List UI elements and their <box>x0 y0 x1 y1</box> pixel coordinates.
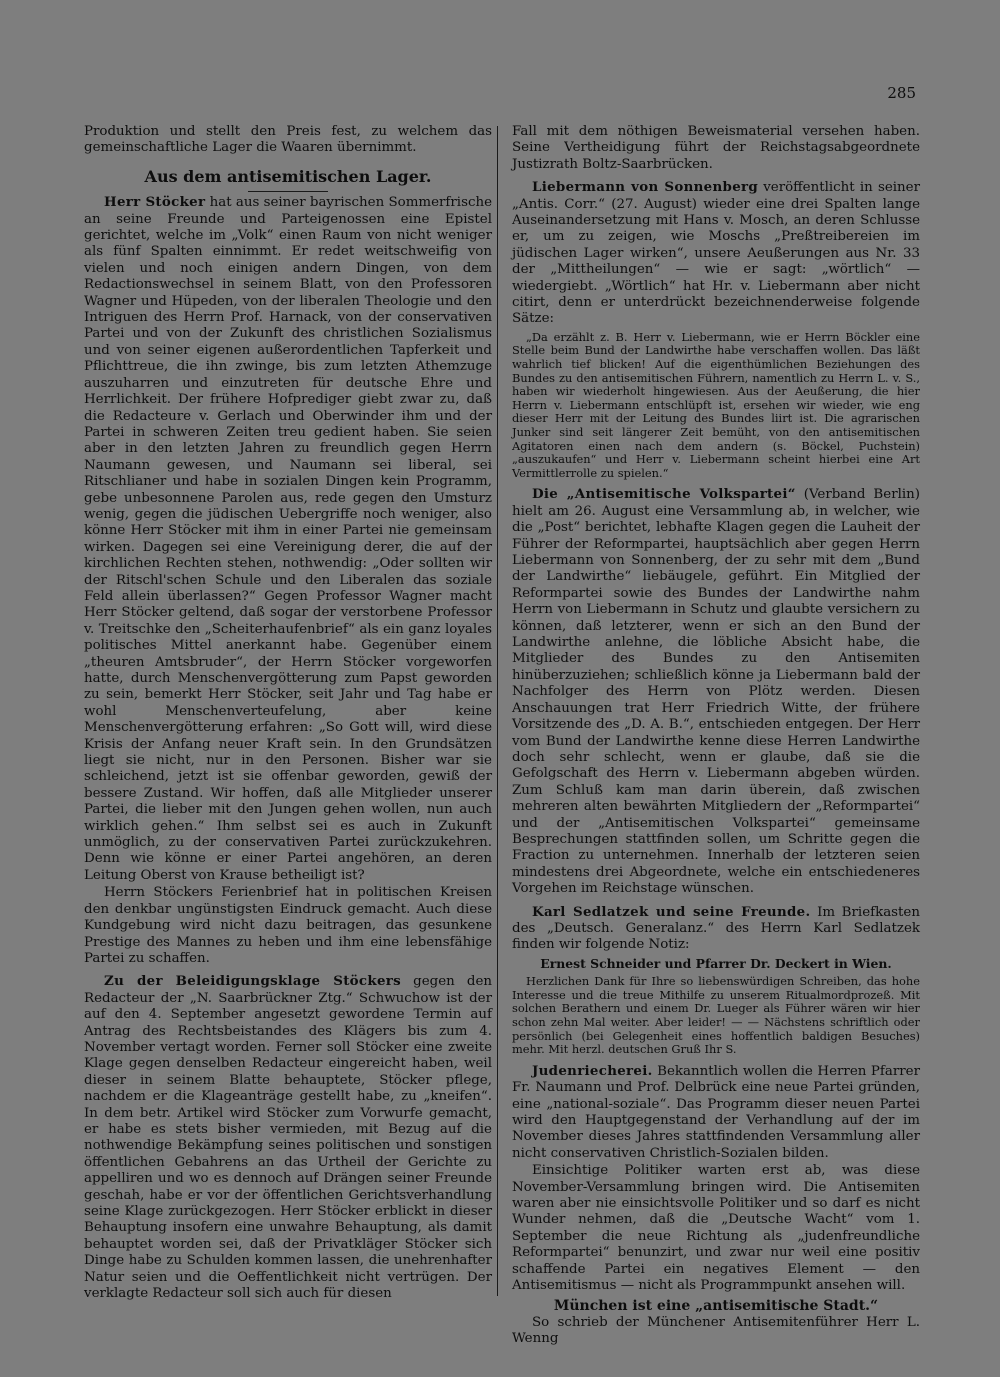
stoecker-lead: Herr Stöcker <box>104 194 206 211</box>
continuation-paragraph: Fall mit dem nöthigen Beweismaterial versehen haben. Seine Vertheidigung führt der Reichstagsabgeordnete Justizrath Boltz-Saarbrücken. <box>512 124 920 172</box>
beleidigung-paragraph <box>84 973 492 1302</box>
liebermann-quote: „Da erzählt z. B. Herr v. Liebermann, wie er Herrn Böckler eine Stelle beim Bund der Landwirthe habe verschaffen wollen. Das läßt wahrlich tief blicken! Auf die eigenthümlichen Beziehungen des Bundes zu den antisemitischen Führern, namentlich zu Herrn L. v. S., haben wir wiederholt hingewiesen. Aus der Aeußerung, die hier Herrn v. Liebermann entschlüpft ist, ersehen wir wieder, wie eng dieser Herr mit der Leitung des Bundes liirt ist. Die agrarischen Junker sind seit längerer Zeit bemüht, von den antisemitischen Agitatoren einen nach dem andern (s. Böckel, Puchstein) „auszukaufen“ und Herr v. Liebermann scheint hierbei eine Art Vermittlerrolle zu spielen.“ <box>512 329 920 480</box>
judenriecherei-paragraph <box>512 1063 920 1162</box>
sedlatzek-lead: Karl Sedlatzek und seine Freunde. <box>532 903 811 920</box>
page-number: 285 <box>887 84 916 102</box>
sedlatzek-quote: Herzlichen Dank für Ihre so liebenswürdigen Schreiben, das hohe Interesse und die treue Mithilfe zu unserem Ritualmordprozeß. Mit solchen Berathern und einem Dr. Lueger als Führer wären wir hier schon zehn Mal weiter. Aber leider! — — Nächstens schriftlich oder persönlich (bei Gelegenheit eines hoffentlich baldigen Besuches) mehr. Mit herzl. deutschen Gruß Ihr S. <box>512 974 920 1057</box>
judenriecherei-body: Bekanntlich wollen die Herren Pfarrer Fr. Naumann und Prof. Delbrück eine neue Partei gründen, eine „national-soziale“. Das Programm dieser neuen Partei wird den Hauptgegenstand der Verhandlung auf der im November dieses Jahres stattfindenden Versammlung aller nicht conservativen Christlich-Sozialen bilden. <box>512 1063 920 1161</box>
liebermann-body: veröffentlicht in seiner „Antis. Corr.“ (27. August) wieder eine drei Spalten lange Auseinandersetzung mit Hans v. Mosch, an deren Schlusse er, um zu zeigen, wie Moschs „Preßtreibereien im jüdischen Lager wirken“, unsere Aeußerungen aus Nr. 33 der „Mittheilungen“ — wie er sagt: „wörtlich“ — wiedergiebt. „Wörtlich“ hat Hr. v. Liebermann aber nicht citirt, denn er unterdrückt bezeichnenderweise folgende Sätze: <box>512 180 920 327</box>
column-divider <box>497 126 498 1296</box>
section-heading-rule <box>248 191 328 192</box>
sedlatzek-letter-head: Ernest Schneider und Pfarrer Dr. Deckert in Wien. <box>540 955 892 971</box>
liebermann-paragraph <box>512 179 920 328</box>
left-column <box>84 124 492 1302</box>
judenriecherei-lead: Judenriecherei. <box>532 1062 653 1079</box>
beleidigung-body: gegen den Redacteur der „N. Saarbrückner Ztg.“ Schwuchow ist der auf den 4. September angesetzt gewordene Termin auf Antrag des Rechtsbeistandes des Klägers bis zum 4. November vertagt worden. Ferner soll Stöcker eine zweite Klage gegen denselben Redacteur eingereicht haben, weil dieser in seinem Blatte behauptete, Stöcker pflege, nachdem er die Klageanträge gestellt habe, zu „kneifen“. In dem betr. Artikel wird Stöcker zum Vorwurfe gemacht, er habe es stets bisher vermieden, mit Bezug auf die nothwendige Bekämpfung seines politischen und sonstigen öffentlichen Gebahrens an das Urtheil der Gerichte zu appelliren und wo es dennoch auf Drängen seiner Freunde geschah, habe er vor der öffentlichen Gerichtsverhandlung seine Klage zurückgezogen. Herr Stöcker erblickt in dieser Behauptung insofern eine unwahre Behauptung, als damit behauptet worden sei, daß der Privatkläger Stöcker sich Dinge habe zu Schulden kommen lassen, die unehrenhafter Natur seien und die Oeffentlichkeit nicht vertrügen. Der verklagte Redacteur soll sich auch für diesen <box>84 974 493 1302</box>
beleidigung-lead: Zu der Beleidigungsklage Stöckers <box>104 973 401 990</box>
section-heading: Aus dem antisemitischen Lager. <box>144 166 432 186</box>
sedlatzek-paragraph <box>512 904 920 954</box>
volkspartei-paragraph <box>512 486 920 897</box>
right-column <box>512 124 920 1348</box>
muenchen-paragraph: So schrieb der Münchener Antisemitenführer Herr L. Wenng <box>512 1314 920 1347</box>
stoecker-body: hat aus seiner bayrischen Sommerfrische an seine Freunde und Parteigenossen eine Epistel gerichtet, welche im „Volk“ einen Raum von nicht weniger als fünf Spalten einnimmt. Er redet weitschweifig von vielen und noch einigen andern Dingen, von dem Redactionswechsel in seinem Blatt, von den Professoren Wagner und Hüpeden, von der liberalen Theologie und den Intriguen des Herrn Prof. Harnack, von der conservativen Partei und von der Zukunft des christlichen Sozialismus und von seiner eigenen außerordentlichen Tapferkeit und Pflichttreue, die ihn zwinge, bis zum letzten Athemzuge auszuharren und einzutreten für deutsche Ehre und Herrlichkeit. Der frühere Hofprediger giebt zwar zu, daß die Redacteure v. Gerlach und Oberwinder ihm und der Partei in schweren Zeiten treu gedient haben. Sie seien aber in den letzten Jahren zu freundlich gegen Herrn Naumann gewesen, und Naumann sei liberal, sei Ritschlianer und habe in sozialen Dingen kein Programm, gebe unbesonnene Parolen aus, rede gegen den Umsturz wenig, gegen die jüdischen Uebergriffe noch weniger, also könne Herr Stöcker mit ihm in einer Partei nie gemeinsam wirken. Dagegen sei eine Vereinigung derer, die auf der kirchlichen Rechten stehen, nothwendig: „Oder sollten wir der Ritschl'schen Schule und den Liberalen das soziale Feld allein überlassen?“ Gegen Professor Wagner macht Herr Stöcker geltend, daß sogar der verstorbene Professor v. Treitschke den „Scheiterhaufenbrief“ als ein ganz loyales politisches Mittel anerkannt habe. Gegenüber einem „theuren Amtsbruder“, der Herrn Stöcker vorgeworfen hatte, durch Menschenvergötterung zum Papst geworden zu sein, bemerkt Herr Stöcker, seit Jahr und Tag habe er wohl Menschenverteufelung, aber keine Menschenvergötterung erfahren: „So Gott will, wird diese Krisis der Anfang neuer Kraft sein. In den Grundsätzen liegt sie nicht, nur in den Personen. Bisher war sie schleichend, jetzt ist sie offenbar geworden, gewiß der bessere Zustand. Wir hoffen, daß alle Mitglieder unserer Partei, die lieber mit den Jungen gehen wollen, nun auch wirklich gehen.“ Ihm selbst sei es auch in Zukunft unmöglich, zu der conservativen Partei zurückzukehren. Denn wie könne er einer Partei angehören, an deren Leitung Oberst von Krause betheiligt ist? <box>84 195 492 883</box>
sedlatzek-body: Im Briefkasten des „Deutsch. Generalanz.“ des Herrn Karl Sedlatzek finden wir folgende Notiz: <box>512 904 920 953</box>
muenchen-heading: München ist eine „antisemitische Stadt.“ <box>553 1298 879 1315</box>
stoecker-paragraph <box>84 194 492 884</box>
einsichtige-paragraph: Einsichtige Politiker warten erst ab, was diese November-Versammlung bringen wird. Die Antisemiten waren aber nie einsichtsvolle Politiker und so darf es nicht Wunder nehmen, daß die „Deutsche Wacht“ vom 1. September die neue Richtung als „judenfreundliche Reformpartei“ benunzirt, und zwar nur weil eine positiv schaffende Partei ein negatives Element — den Antisemitismus — nicht als Programmpunkt ansehen will. <box>512 1163 920 1294</box>
intro-paragraph: Produktion und stellt den Preis fest, zu welchem das gemeinschaftliche Lager die Waaren übernimmt. <box>84 124 492 156</box>
liebermann-lead: Liebermann von Sonnenberg <box>532 179 759 196</box>
ferienbrief-paragraph: Herrn Stöckers Ferienbrief hat in politischen Kreisen den denkbar ungünstigsten Eindruck gemacht. Auch diese Kundgebung wird nicht dazu beitragen, das gesunkene Prestige des Mannes zu heben und ihm eine lebensfähige Partei zu schaffen. <box>84 885 492 966</box>
volkspartei-body: (Verband Berlin) hielt am 26. August eine Versammlung ab, in welcher, wie die „Post“ berichtet, lebhafte Klagen gegen die Lauheit der Führer der Reformpartei, hauptsächlich aber gegen Herrn Liebermann von Sonnenberg, der zu sehr mit dem „Bund der Landwirthe“ liebäugele, geführt. Ein Mitglied der Reformpartei sowie des Bundes der Landwirthe nahm Herrn von Liebermann in Schutz und glaubte versichern zu können, daß letzterer, wenn er sich an den Bund der Landwirthe anlehne, die löbliche Absicht habe, die Mitglieder des Bundes zu den Antisemiten hinüberzuziehen; schließlich könne ja Liebermann bald der Nachfolger des Herrn von Plötz werden. Diesen Anschauungen trat Herr Friedrich Witte, der frühere Vorsitzende des „D. A. B.“, entschieden entgegen. Der Herr vom Bund der Landwirthe kenne diese Herren Landwirthe doch sehr schlecht, wenn er glaube, daß sie die Gefolgschaft des Herrn v. Liebermann abgeben würden. Zum Schluß kam man darin überein, daß zwischen mehreren alten bewährten Mitgliedern der „Reformpartei“ und der „Antisemitischen Volkspartei“ gemeinsame Besprechungen stattfinden sollen, um Schritte gegen die Fraction zu unternehmen. Innerhalb der letzteren seien mindestens drei Abgeordnete, welche ein entschiedeneres Vorgehen im Reichstage wünschen. <box>512 487 921 897</box>
volkspartei-lead: Die „Antisemitische Volkspartei“ <box>532 486 796 503</box>
